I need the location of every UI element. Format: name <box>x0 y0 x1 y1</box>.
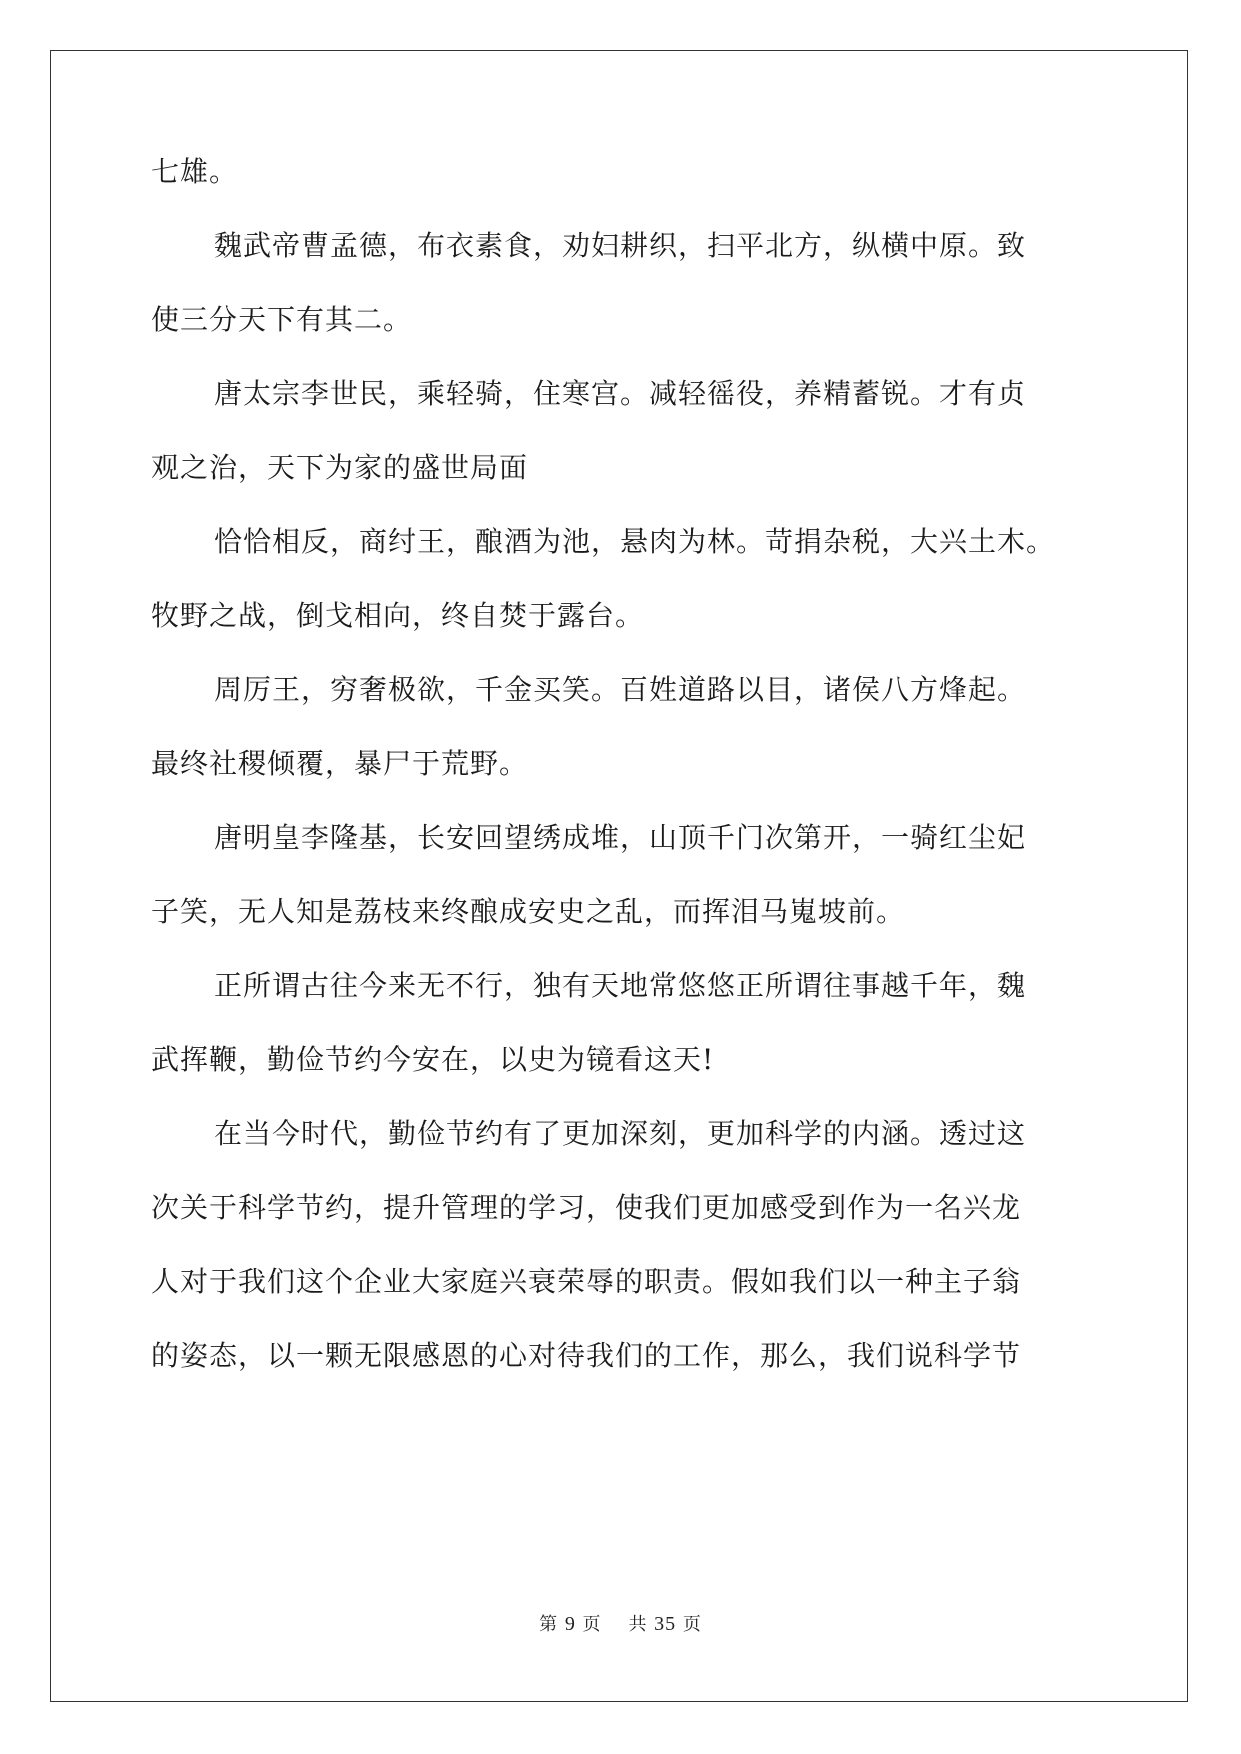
page-footer <box>0 1612 1241 1637</box>
current-page-number: 9 <box>564 1613 576 1635</box>
text-line: 观之治，天下为家的盛世局面 <box>151 451 529 484</box>
text-line: 次关于科学节约，提升管理的学习，使我们更加感受到作为一名兴龙 <box>151 1191 1022 1224</box>
total-unit: 页 <box>682 1614 702 1635</box>
total-page-count: 35 <box>654 1613 677 1635</box>
page-frame <box>50 50 1188 1702</box>
paragraph-start: 正所谓古往今来无不行，独有天地常悠悠正所谓往事越千年，魏 <box>214 969 1027 1002</box>
paragraph-start: 在当今时代，勤俭节约有了更加深刻，更加科学的内涵。透过这 <box>214 1117 1027 1150</box>
paragraph-start: 魏武帝曹孟德，布衣素食，劝妇耕织，扫平北方，纵横中原。致 <box>214 229 1027 262</box>
total-prefix: 共 <box>628 1614 648 1635</box>
text-line: 人对于我们这个企业大家庭兴衰荣辱的职责。假如我们以一种主子翁 <box>151 1265 1022 1298</box>
paragraph-start: 周厉王，穷奢极欲，千金买笑。百姓道路以目，诸侯八方烽起。 <box>214 673 1027 706</box>
text-line: 的姿态，以一颗无限感恩的心对待我们的工作，那么，我们说科学节 <box>151 1339 1022 1372</box>
text-line: 使三分天下有其二。 <box>151 303 413 336</box>
paragraph-start: 恰恰相反，商纣王，酿酒为池，悬肉为林。苛捐杂税，大兴土木。 <box>214 525 1056 558</box>
page-prefix: 第 <box>539 1614 559 1635</box>
page-unit: 页 <box>582 1614 602 1635</box>
paragraph-start: 唐明皇李隆基，长安回望绣成堆，山顶千门次第开，一骑红尘妃 <box>214 821 1027 854</box>
text-line: 最终社稷倾覆，暴尸于荒野。 <box>151 747 529 780</box>
text-line: 七雄。 <box>151 155 239 188</box>
text-line: 武挥鞭，勤俭节约今安在，以史为镜看这天! <box>151 1043 715 1076</box>
text-line: 子笑，无人知是荔枝来终酿成安史之乱，而挥泪马嵬坡前。 <box>151 895 906 928</box>
text-line: 牧野之战，倒戈相向，终自焚于露台。 <box>151 599 645 632</box>
paragraph-start: 唐太宗李世民，乘轻骑，住寒宫。减轻徭役，养精蓄锐。才有贞 <box>214 377 1027 410</box>
